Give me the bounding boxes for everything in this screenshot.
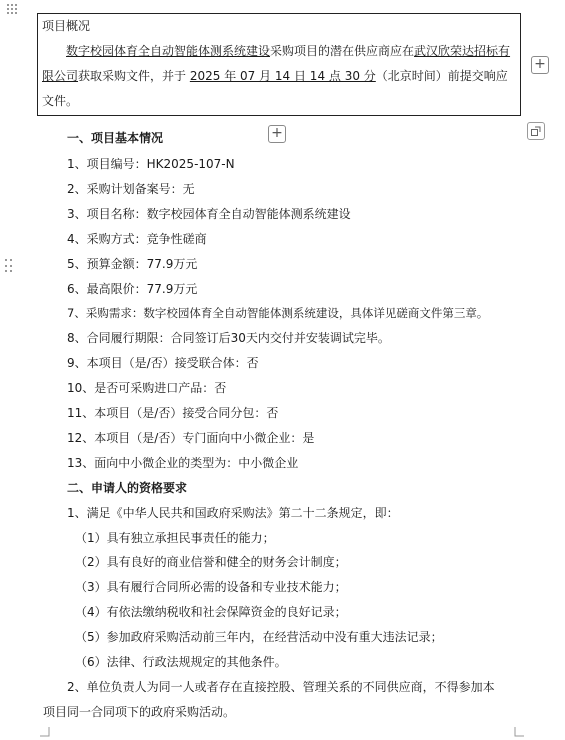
section-1-item: 9、本项目（是/否）接受联合体：否 [67, 356, 259, 370]
add-column-button[interactable]: + [531, 56, 549, 74]
qualification-condition: （3）具有履行合同所必需的设备和专业技术能力； [75, 580, 347, 594]
overview-deadline: 2025 年 07 月 14 日 14 点 30 分 [189, 69, 376, 83]
qualification-condition: （2）具有良好的商业信誉和健全的财务会计制度； [75, 555, 347, 569]
section-2-heading: 二、申请人的资格要求 [67, 481, 188, 495]
section-1-item: 7、采购需求：数字校园体育全自动智能体测系统建设，具体详见磋商文件第三章。 [67, 306, 489, 320]
overview-text-2: 获取采购文件，并于 [78, 69, 190, 83]
overview-text-3: （北京时间）前提交响应文件。 [42, 69, 508, 108]
qualification-condition: （1）具有独立承担民事责任的能力； [75, 531, 275, 545]
section-1-item: 11、本项目（是/否）接受合同分包：否 [67, 406, 279, 420]
qualification-condition: （5）参加政府采购活动前三年内，在经营活动中没有重大违法记录； [75, 630, 443, 644]
section-1-item: 1、项目编号：HK2025-107-N [67, 157, 235, 171]
overview-title: 项目概况 [42, 19, 91, 33]
margin-corner-mark-icon [40, 727, 50, 737]
table-resize-icon[interactable] [527, 122, 545, 140]
margin-corner-mark-icon [514, 727, 524, 737]
section-1-item: 5、预算金额：77.9万元 [67, 257, 198, 271]
section-1-item: 4、采购方式：竞争性磋商 [67, 232, 207, 246]
table-move-handle-icon[interactable] [7, 4, 17, 14]
overview-paragraph [42, 39, 518, 114]
add-row-button[interactable]: + [268, 125, 286, 143]
overview-project-name: 数字校园体育全自动智能体测系统建设 [66, 44, 271, 58]
paragraph-drag-handle-icon[interactable] [5, 259, 15, 273]
section-1-heading: 一、项目基本情况 [67, 131, 164, 145]
qualification-condition: （4）有依法缴纳税收和社会保障资金的良好记录； [75, 605, 347, 619]
section-2-item-2-line-1: 2、单位负责人为同一人或者存在直接控股、管理关系的不同供应商，不得参加本 [67, 680, 495, 694]
section-1-item: 10、是否可采购进口产品：否 [67, 381, 227, 395]
project-overview-box [37, 13, 521, 116]
section-2-intro: 1、满足《中华人民共和国政府采购法》第二十二条规定，即： [67, 506, 399, 520]
section-1-item: 8、合同履行期限：合同签订后30天内交付并安装调试完毕。 [67, 331, 390, 345]
section-2-item-2-line-2: 项目同一合同项下的政府采购活动。 [43, 705, 236, 719]
section-1-item: 12、本项目（是/否）专门面向中小微企业：是 [67, 431, 315, 445]
overview-venue: 武汉欣荣达招标有限公司 [42, 44, 511, 83]
overview-text-1: 采购项目的潜在供应商应在 [270, 44, 415, 58]
section-1-item: 13、面向中小微企业的类型为：中小微企业 [67, 456, 299, 470]
section-1-item: 6、最高限价：77.9万元 [67, 282, 198, 296]
section-1-item: 3、项目名称：数字校园体育全自动智能体测系统建设 [67, 207, 351, 221]
qualification-condition: （6）法律、行政法规规定的其他条件。 [75, 655, 287, 669]
section-1-item: 2、采购计划备案号：无 [67, 182, 195, 196]
